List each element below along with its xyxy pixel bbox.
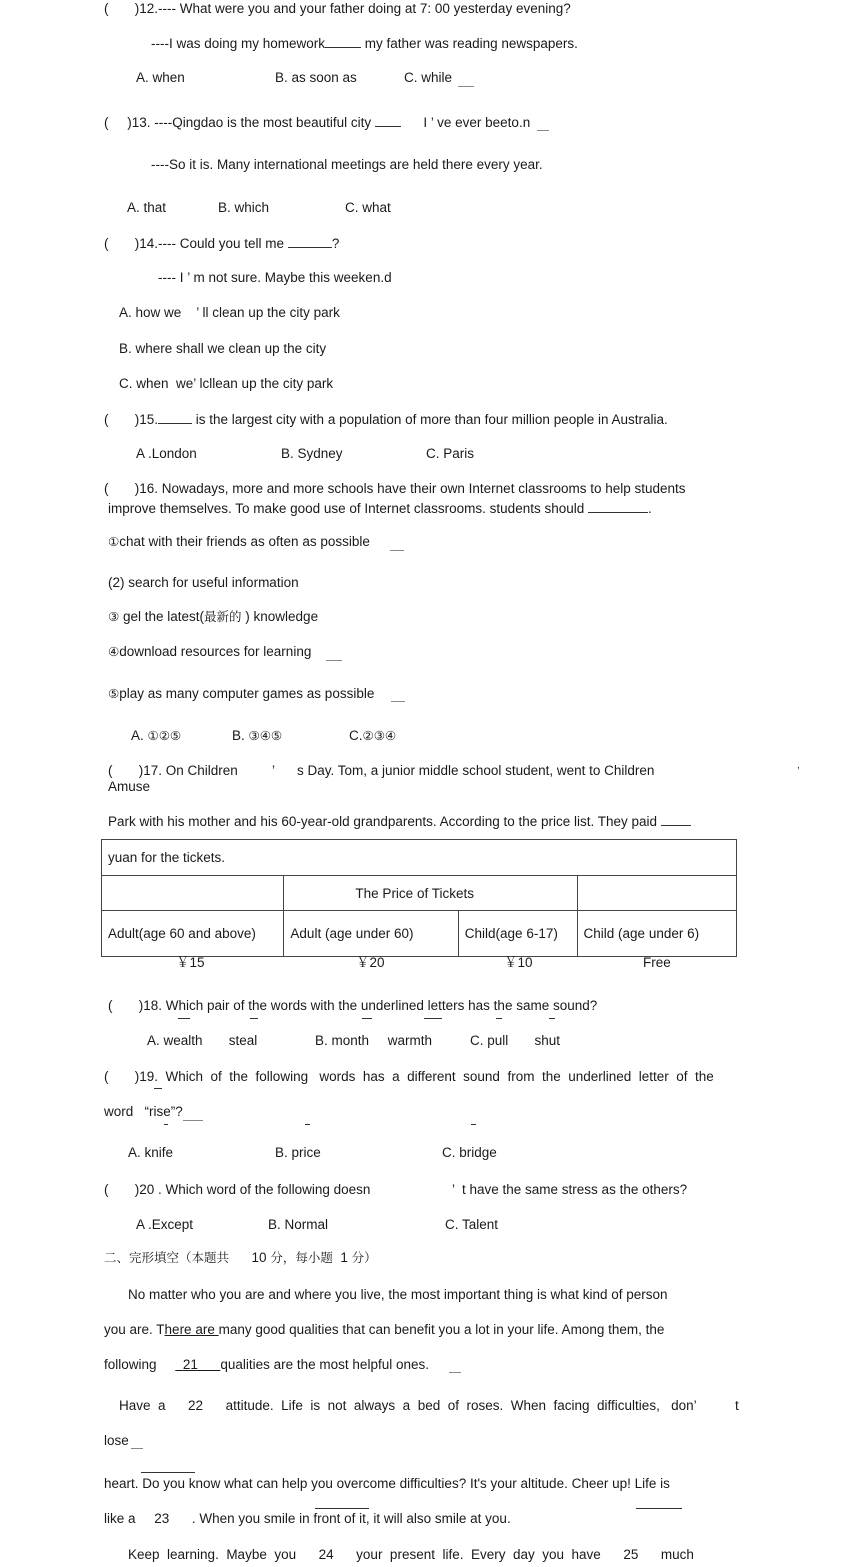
underline-mark <box>471 1124 476 1125</box>
underline-mark <box>496 1018 502 1019</box>
faint-mark <box>449 1372 461 1373</box>
q13-option-b[interactable]: B. which <box>218 200 270 215</box>
q14-stem: ( )14.---- Could you tell me ? <box>104 236 340 251</box>
q19-stem-line2: word “rise”? <box>104 1104 183 1119</box>
faint-mark <box>537 130 549 131</box>
underline-mark <box>178 1018 190 1019</box>
q13-option-c[interactable]: C. what <box>345 200 391 215</box>
blank-21[interactable]: 21 <box>182 1357 198 1372</box>
table-header-child-6-17: Child(age 6-17) <box>458 911 577 957</box>
passage-p3-line1: Keep learning. Maybe you 24 your present life. Every day you have 25 much <box>128 1547 694 1562</box>
q12-answer: ----I was doing my homework my father was reading newspapers. <box>151 36 578 51</box>
blank-25[interactable]: 25 <box>623 1547 639 1562</box>
blank-23-line <box>315 1508 369 1509</box>
passage-p2-line4: like a 23 . When you smile in front of it, it will also smile at you. <box>104 1511 511 1526</box>
q16-option-a[interactable]: A. ①②⑤ <box>131 728 182 743</box>
price-adult-under-60: ￥20 <box>356 955 385 970</box>
q12-stem: ( )12.---- What were you and your father doing at 7: 00 yesterday evening? <box>104 1 571 16</box>
q13-stem: ( )13. ----Qingdao is the most beautiful city I ’ ve ever beeto.n <box>104 115 531 130</box>
q16-item-2: (2) search for useful information <box>108 575 299 590</box>
blank-23[interactable]: 23 <box>154 1511 170 1526</box>
underline-mark <box>549 1018 555 1019</box>
underline-mark <box>250 1018 258 1019</box>
passage-p2-line2: lose <box>104 1433 129 1448</box>
price-adult-60-plus: ￥15 <box>176 955 205 970</box>
q20-stem: ( )20 . Which word of the following doesn <box>104 1182 371 1197</box>
faint-mark <box>326 660 342 661</box>
q12-option-b[interactable]: B. as soon as <box>275 70 357 85</box>
q19-option-b[interactable]: B. price <box>275 1145 321 1160</box>
q20-option-a[interactable]: A .Except <box>136 1217 194 1232</box>
q13-answer: ----So it is. Many international meetings are held there every year. <box>151 157 543 172</box>
q17-stem-line2: Park with his mother and his 60-year-old grandparents. According to the price list. They paid <box>108 812 691 831</box>
table-title: The Price of Tickets <box>284 876 577 911</box>
stray-mark: , <box>797 760 800 771</box>
q16-item-1: ①chat with their friends as often as possible <box>108 534 370 549</box>
q16-item-5: ⑤play as many computer games as possible <box>108 686 375 701</box>
q19-option-c[interactable]: C. bridge <box>442 1145 497 1160</box>
table-empty-cell <box>102 876 284 911</box>
q18-option-c[interactable]: C. pull shut <box>470 1033 561 1048</box>
section-2-heading: 二、完形填空（本题共 10 分，每小题 1 分） <box>104 1250 377 1265</box>
q18-option-a[interactable]: A. wealth steal <box>147 1033 258 1048</box>
q15-stem: ( )15. is the largest city with a population of more than four million people in Australia. <box>104 412 668 427</box>
q17-stem-line3: yuan for the tickets. <box>102 840 737 876</box>
table-header-child-under-6: Child (age under 6) <box>577 911 736 957</box>
q20-stem-b: ’ t have the same stress as the others? <box>452 1182 688 1197</box>
q14-answer: ---- I ’ m not sure. Maybe this weeken.d <box>158 270 392 285</box>
q15-option-a[interactable]: A .London <box>136 446 197 461</box>
underline-mark <box>424 1018 442 1019</box>
q16-item-3: ③ gel the latest(最新的 ) knowledge <box>108 609 319 624</box>
passage-p2-line1-end: t <box>735 1398 739 1413</box>
q12-option-c[interactable]: C. while <box>404 70 453 85</box>
q17-stem-line1c: Amuse <box>108 779 151 794</box>
underline-mark <box>305 1124 310 1125</box>
ticket-price-table <box>101 839 737 957</box>
q15-option-c[interactable]: C. Paris <box>426 446 475 461</box>
q18-stem: ( )18. Which pair of the words with the underlined letters has the same sound? <box>108 998 598 1013</box>
q16-option-c[interactable]: C.②③④ <box>349 728 397 743</box>
q16-option-b[interactable]: B. ③④⑤ <box>232 728 283 743</box>
passage-p1-line1: No matter who you are and where you live, the most important thing is what kind of person <box>128 1287 668 1302</box>
passage-p1-line2: you are. There are many good qualities that can benefit you a lot in your life. Among them, the <box>104 1322 665 1337</box>
underline-mark <box>164 1124 168 1125</box>
price-child-6-17: ￥10 <box>504 955 533 970</box>
faint-mark <box>131 1448 143 1449</box>
q20-option-c[interactable]: C. Talent <box>445 1217 499 1232</box>
q16-stem-line2: improve themselves. To make good use of Internet classrooms. students should . <box>108 501 652 516</box>
q15-option-b[interactable]: B. Sydney <box>281 446 343 461</box>
blank-line <box>636 1508 682 1509</box>
price-child-under-6: Free <box>643 955 671 970</box>
q14-option-a[interactable]: A. how we ’ ll clean up the city park <box>119 305 340 320</box>
q17-stem-line1: ( )17. On Children <box>108 763 238 778</box>
faint-mark <box>183 1120 203 1121</box>
q19-option-a[interactable]: A. knife <box>128 1145 174 1160</box>
table-header-adult-60-plus: Adult(age 60 and above) <box>102 911 284 957</box>
q12-option-a[interactable]: A. when <box>136 70 185 85</box>
q16-item-4: ④download resources for learning <box>108 644 312 659</box>
faint-mark <box>390 550 404 551</box>
faint-mark <box>391 701 405 702</box>
underline-mark <box>362 1018 372 1019</box>
blank-24[interactable]: 24 <box>318 1547 334 1562</box>
q20-option-b[interactable]: B. Normal <box>268 1217 329 1232</box>
passage-p2-line1: Have a 22 attitude. Life is not always a bed of roses. When facing difficulties, don’ <box>119 1398 697 1413</box>
q14-option-c[interactable]: C. when we’ lcllean up the city park <box>119 376 334 391</box>
q14-option-b[interactable]: B. where shall we clean up the city <box>119 341 327 356</box>
blank-22-line <box>141 1472 195 1473</box>
passage-p2-line3: heart. Do you know what can help you overcome difficulties? It's your altitude. Cheer up! Life is <box>104 1476 670 1491</box>
q17-stem-line1b: ’ s Day. Tom, a junior middle school student, went to Children <box>272 763 655 778</box>
q19-stem-line1: ( )19. Which of the following words has a different sound from the underlined letter of the <box>104 1069 714 1084</box>
underline-mark <box>154 1088 162 1089</box>
table-header-adult-under-60: Adult (age under 60) <box>284 911 458 957</box>
table-empty-cell <box>577 876 736 911</box>
q16-stem-line1: ( )16. Nowadays, more and more schools have their own Internet classrooms to help students <box>104 481 686 496</box>
q13-option-a[interactable]: A. that <box>127 200 167 215</box>
blank-22[interactable]: 22 <box>188 1398 204 1413</box>
passage-p1-line3: following 21 qualities are the most helpful ones. <box>104 1357 429 1372</box>
q18-option-b[interactable]: B. month warmth <box>315 1033 433 1048</box>
faint-mark <box>458 86 474 87</box>
